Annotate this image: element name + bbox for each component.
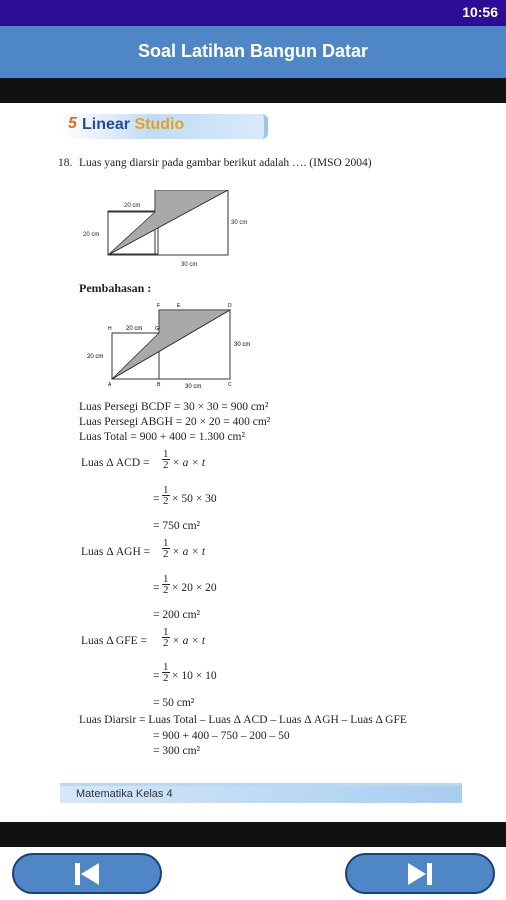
next-button[interactable] [345,853,495,894]
agh-formula: × a × t [172,546,206,558]
acd-eq: = [153,493,160,505]
acd-values: × 50 × 30 [172,493,217,505]
bottom-band [0,822,506,847]
app-bar [0,26,506,78]
agh-frac-2 [162,574,170,595]
q-label-right: 30 cm [231,220,248,226]
gfe-frac-2 [162,662,170,683]
q-label-bottom: 30 cm [181,262,198,268]
gfe-frac-2-d: 2 [163,672,169,684]
status-bar [0,0,506,26]
brand-logo-icon: 5 [68,115,77,132]
q-label-left: 20 cm [83,232,100,238]
solution-figure [85,302,265,394]
line-abgh: Luas Persegi ABGH = 20 × 20 = 400 cm² [79,416,271,428]
gfe-label: Luas Δ GFE = [81,635,147,647]
agh-frac-1-n: 1 [163,537,169,549]
app-title: Soal Latihan Bangun Datar [137,41,369,61]
gfe-eq: = [153,670,160,682]
agh-frac-1-d: 2 [163,548,169,560]
acd-result: = 750 cm² [153,520,200,532]
question-number: 18. [58,157,73,169]
s-label-B: B [157,382,161,388]
top-band [0,78,506,103]
diarsir-line-1: Luas Diarsir = Luas Total – Luas Δ ACD – Luas Δ AGH – Luas Δ GFE [79,714,407,726]
acd-frac-1-d: 2 [163,459,169,471]
diarsir-line-2: = 900 + 400 – 750 – 200 – 50 [153,730,290,742]
agh-label: Luas Δ AGH = [81,546,151,558]
acd-frac-1 [162,449,170,470]
diarsir-line-3: = 300 cm² [153,745,200,757]
agh-frac-1 [162,538,170,559]
line-total: Luas Total = 900 + 400 = 1.300 cm² [79,431,245,443]
s-label-E: E [177,303,181,309]
brand-name-part2: Studio [134,116,185,133]
gfe-formula: × a × t [172,635,206,647]
s-label-C: C [228,382,232,388]
brand-name-part1: Linear [82,116,135,133]
gfe-frac-2-n: 1 [163,661,169,673]
s-label-D: D [228,303,232,309]
s-label-top: 20 cm [126,326,143,332]
s-label-G: G [155,326,159,332]
agh-eq: = [153,582,160,594]
skip-next-icon [405,862,435,886]
question-figure-drawing [80,190,265,270]
q-label-top: 20 cm [124,203,141,209]
line-bcdf: Luas Persegi BCDF = 30 × 30 = 900 cm² [79,401,269,413]
agh-values: × 20 × 20 [172,582,217,594]
solution-heading: Pembahasan : [79,281,152,295]
acd-formula: × a × t [172,457,206,469]
agh-frac-2-d: 2 [163,584,169,596]
gfe-frac-1-n: 1 [163,626,169,638]
gfe-frac-1-d: 2 [163,637,169,649]
previous-button[interactable] [12,853,162,894]
agh-result: = 200 cm² [153,609,200,621]
s-label-bottom: 30 cm [185,384,202,390]
gfe-frac-1 [162,627,170,648]
acd-frac-2-n: 1 [163,484,169,496]
s-label-F: F [157,303,161,309]
gfe-values: × 10 × 10 [172,670,217,682]
brand-name [82,116,184,134]
page-footer-text: Matematika Kelas 4 [76,788,173,800]
s-label-right: 30 cm [234,342,251,348]
acd-frac-2-d: 2 [163,495,169,507]
agh-frac-2-n: 1 [163,573,169,585]
acd-frac-1-n: 1 [163,448,169,460]
acd-label: Luas Δ ACD = [81,457,150,469]
status-time: 10:56 [462,4,498,20]
question-text: Luas yang diarsir pada gambar berikut adalah …. (IMSO 2004) [79,157,372,169]
skip-previous-icon [72,862,102,886]
s-label-H: H [108,326,112,332]
s-label-A: A [108,382,112,388]
gfe-result: = 50 cm² [153,697,195,709]
s-label-left: 20 cm [87,354,104,360]
acd-frac-2 [162,485,170,506]
